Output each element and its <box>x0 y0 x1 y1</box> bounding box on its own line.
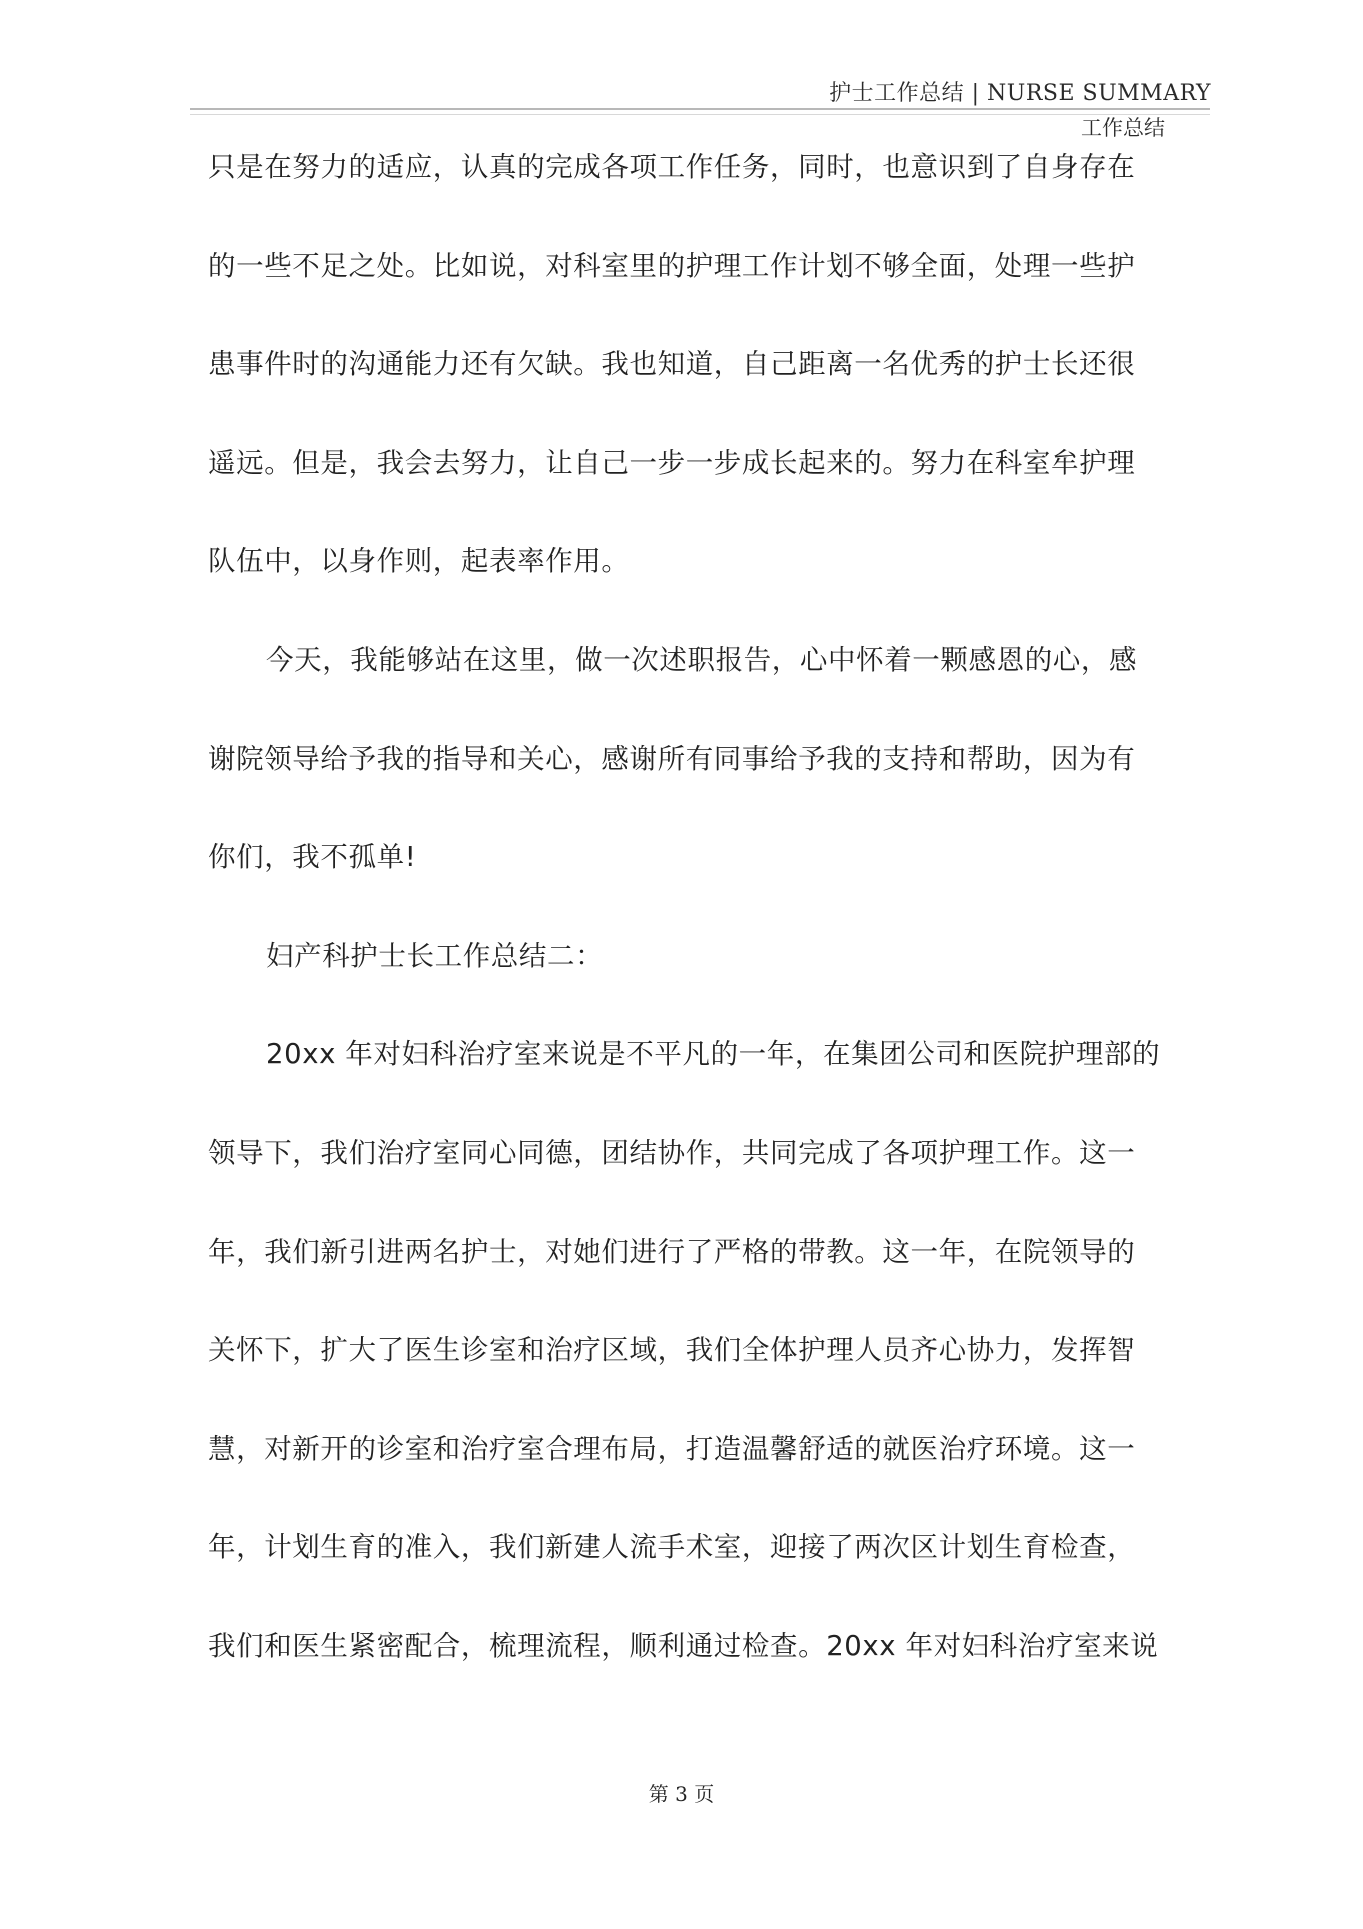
page-number: 第 3 页 <box>648 1782 715 1806</box>
text-line: 我们和医生紧密配合，梳理流程，顺利通过检查。20xx 年对妇科治疗室来说 <box>208 1629 1159 1662</box>
text-line: 你们，我不孤单! <box>208 841 417 874</box>
text-line: 的一些不足之处。比如说，对科室里的护理工作计划不够全面，处理一些护 <box>208 249 1136 282</box>
paragraph-start-line: 20xx 年对妇科治疗室来说是不平凡的一年，在集团公司和医院护理部的 <box>266 1038 1161 1071</box>
header-divider-thin <box>190 114 1210 115</box>
text-line: 遥远。但是，我会去努力，让自己一步一步成长起来的。努力在科室牟护理 <box>208 446 1136 479</box>
text-line: 领导下，我们治疗室同心同德，团结协作，共同完成了各项护理工作。这一 <box>208 1136 1136 1169</box>
header-title: 护士工作总结 | NURSE SUMMARY <box>829 81 1211 106</box>
paragraph-start-line: 今天，我能够站在这里，做一次述职报告，心中怀着一颗感恩的心，感 <box>266 643 1138 676</box>
document-body <box>208 138 1168 1716</box>
text-line: 慧，对新开的诊室和治疗室合理布局，打造温馨舒适的就医治疗环境。这一 <box>208 1432 1136 1465</box>
header-subtitle: 工作总结 <box>1081 116 1165 140</box>
section-heading: 妇产科护士长工作总结二： <box>266 939 604 972</box>
text-line: 患事件时的沟通能力还有欠缺。我也知道，自己距离一名优秀的护士长还很 <box>208 348 1136 381</box>
text-line: 队伍中，以身作则，起表率作用。 <box>208 545 630 578</box>
text-line: 年，计划生育的准入，我们新建人流手术室，迎接了两次区计划生育检查， <box>208 1531 1136 1564</box>
text-line: 谢院领导给予我的指导和关心，感谢所有同事给予我的支持和帮助，因为有 <box>208 742 1136 775</box>
text-line: 只是在努力的适应，认真的完成各项工作任务，同时，也意识到了自身存在 <box>208 151 1136 183</box>
header-divider <box>190 108 1210 110</box>
text-line: 关怀下，扩大了医生诊室和治疗区域，我们全体护理人员齐心协力，发挥智 <box>208 1334 1136 1367</box>
text-line: 年，我们新引进两名护士，对她们进行了严格的带教。这一年，在院领导的 <box>208 1235 1136 1268</box>
